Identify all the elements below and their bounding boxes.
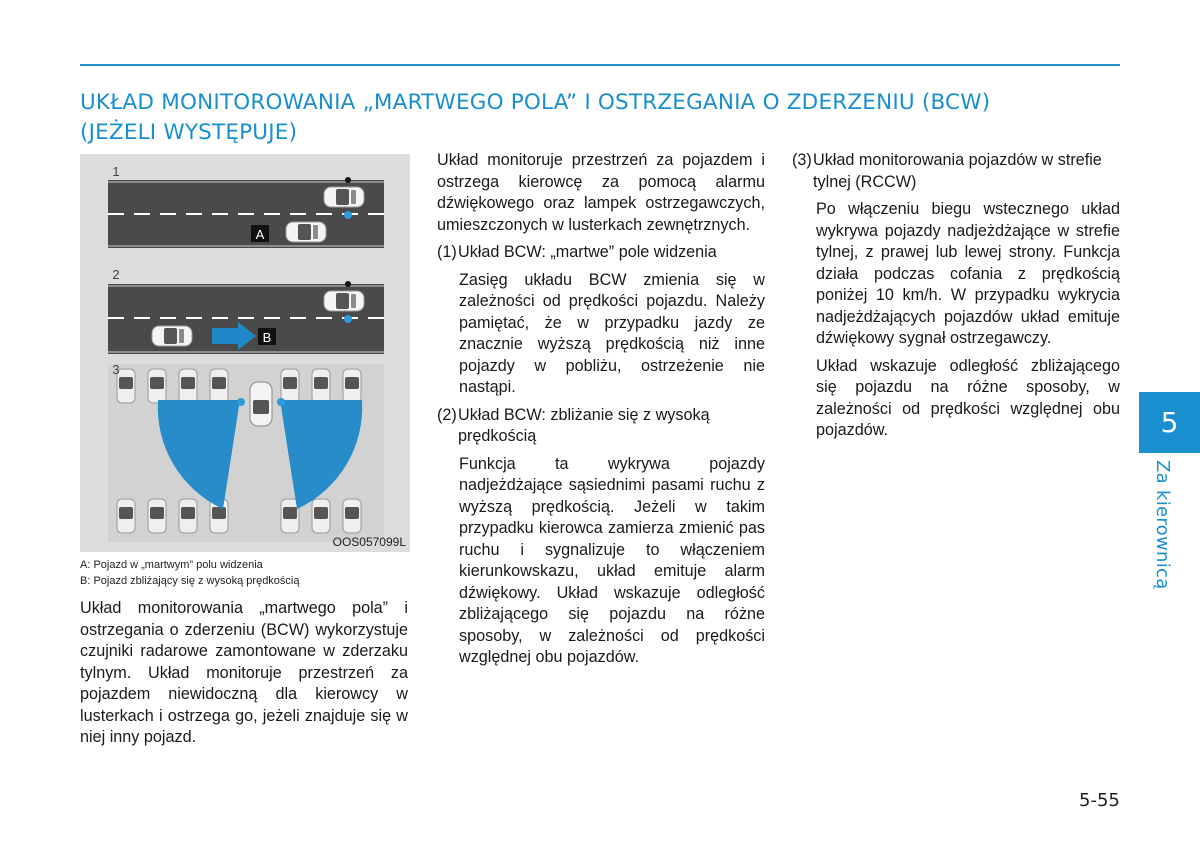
- bcw-illustration: [80, 154, 410, 552]
- list-item-2-title: Układ BCW: zbliżanie się z wysoką prędkością: [458, 405, 710, 445]
- approaching-car: [152, 326, 192, 346]
- figure-captions: [80, 557, 299, 589]
- own-car-2: [324, 291, 364, 311]
- chapter-tab: 5: [1139, 392, 1200, 453]
- list-item-3-title: Układ monitorowania pojazdów w strefie tylnej (RCCW): [813, 151, 1102, 191]
- list-item-3-number: (3): [792, 151, 812, 169]
- chapter-tab-label: Za kierownicą: [1152, 460, 1173, 590]
- caption-b: B: Pojazd zbliżający się z wysoką prędkością: [80, 575, 300, 587]
- row-label-2: 2: [112, 267, 120, 282]
- list-item-1-title: Układ BCW: „martwe” pole widzenia: [458, 243, 717, 261]
- row-label-3: 3: [112, 362, 120, 377]
- page-title-line-1: UKŁAD MONITOROWANIA „MARTWEGO POLA” I OSTRZEGANIA O ZDERZENIU (BCW): [80, 90, 991, 115]
- list-item-2-number: (2): [437, 405, 457, 424]
- marker-a: A: [255, 227, 265, 242]
- column-2: [437, 150, 765, 669]
- list-item-1: [437, 242, 765, 264]
- page-title: [80, 88, 1080, 148]
- list-item-2: [437, 405, 765, 448]
- bcw-illustration-svg: [80, 154, 410, 552]
- list-item-2-text: Funkcja ta wykrywa pojazdy nadjeżdżające sąsiednimi pasami ruchu z wyższą prędkością. Jeżeli w takim przypadku kierowca zamierza zmienić pas ruchu i sygnalizuje to włączeniem kierunkowskazu, układ emituje alarm dźwiękowy. Układ wskazuje odległość zbliżającego się pojazdu na różne sposoby, w zależności od prędkości względnej obu pojazdów.: [459, 454, 765, 666]
- monitoring-paragraph: Układ monitoruje przestrzeń za pojazdem i ostrzega kierowcę za pomocą alarmu dźwiękowego oraz lampek ostrzegawczych, umieszczonych w lusterkach zewnętrznych.: [437, 151, 765, 234]
- row-label-1: 1: [112, 164, 120, 179]
- list-item-1-text: Zasięg układu BCW zmienia się w zależności od prędkości pojazdu. Należy pamiętać, że w przypadku jazdy ze znacznie wyższą prędkością niż inne pojazdy w pobliżu, ostrzeżenie nie nastąpi.: [459, 270, 765, 396]
- page-title-line-2: (JEŻELI WYSTĘPUJE): [80, 120, 298, 145]
- column-3: [792, 150, 1120, 442]
- own-car-1: [324, 187, 364, 207]
- list-item-3: [792, 150, 1120, 193]
- figure-code: OOS057099L: [332, 535, 406, 549]
- marker-b: B: [262, 330, 272, 345]
- page-number: 5-55: [1079, 790, 1120, 811]
- intro-paragraph: Układ monitorowania „martwego pola” i ostrzegania o zderzeniu (BCW) wykorzystuje czujniki radarowe zamontowane w zderzaku tylnym. Układ monitoruje przestrzeń za pojazdem niewidoczną dla kierowcy w lusterkach i ostrzega go, jeżeli znajduje się w niej inny pojazd.: [80, 599, 408, 746]
- header-rule: [80, 64, 1120, 66]
- list-item-3-text-2: Układ wskazuje odległość zbliżającego się pojazdu na różne sposoby, w zależności od prędkości względnej obu pojazdów.: [816, 356, 1120, 439]
- list-item-1-number: (1): [437, 243, 457, 261]
- list-item-3-text-1: Po włączeniu biegu wstecznego układ wykrywa pojazdy nadjeżdżające w strefie tylnej, z prawej lub lewej strony. Funkcja działa podczas cofania z prędkością poniżej 10 km/h. W przypadku wykrycia nadjeżdżających pojazdów układ emituje dźwiękowy sygnał ostrzegawczy.: [816, 200, 1120, 347]
- caption-a: A: Pojazd w „martwym” polu widzenia: [80, 559, 263, 571]
- column-1: [80, 598, 408, 749]
- car-in-blind-spot: [286, 222, 326, 242]
